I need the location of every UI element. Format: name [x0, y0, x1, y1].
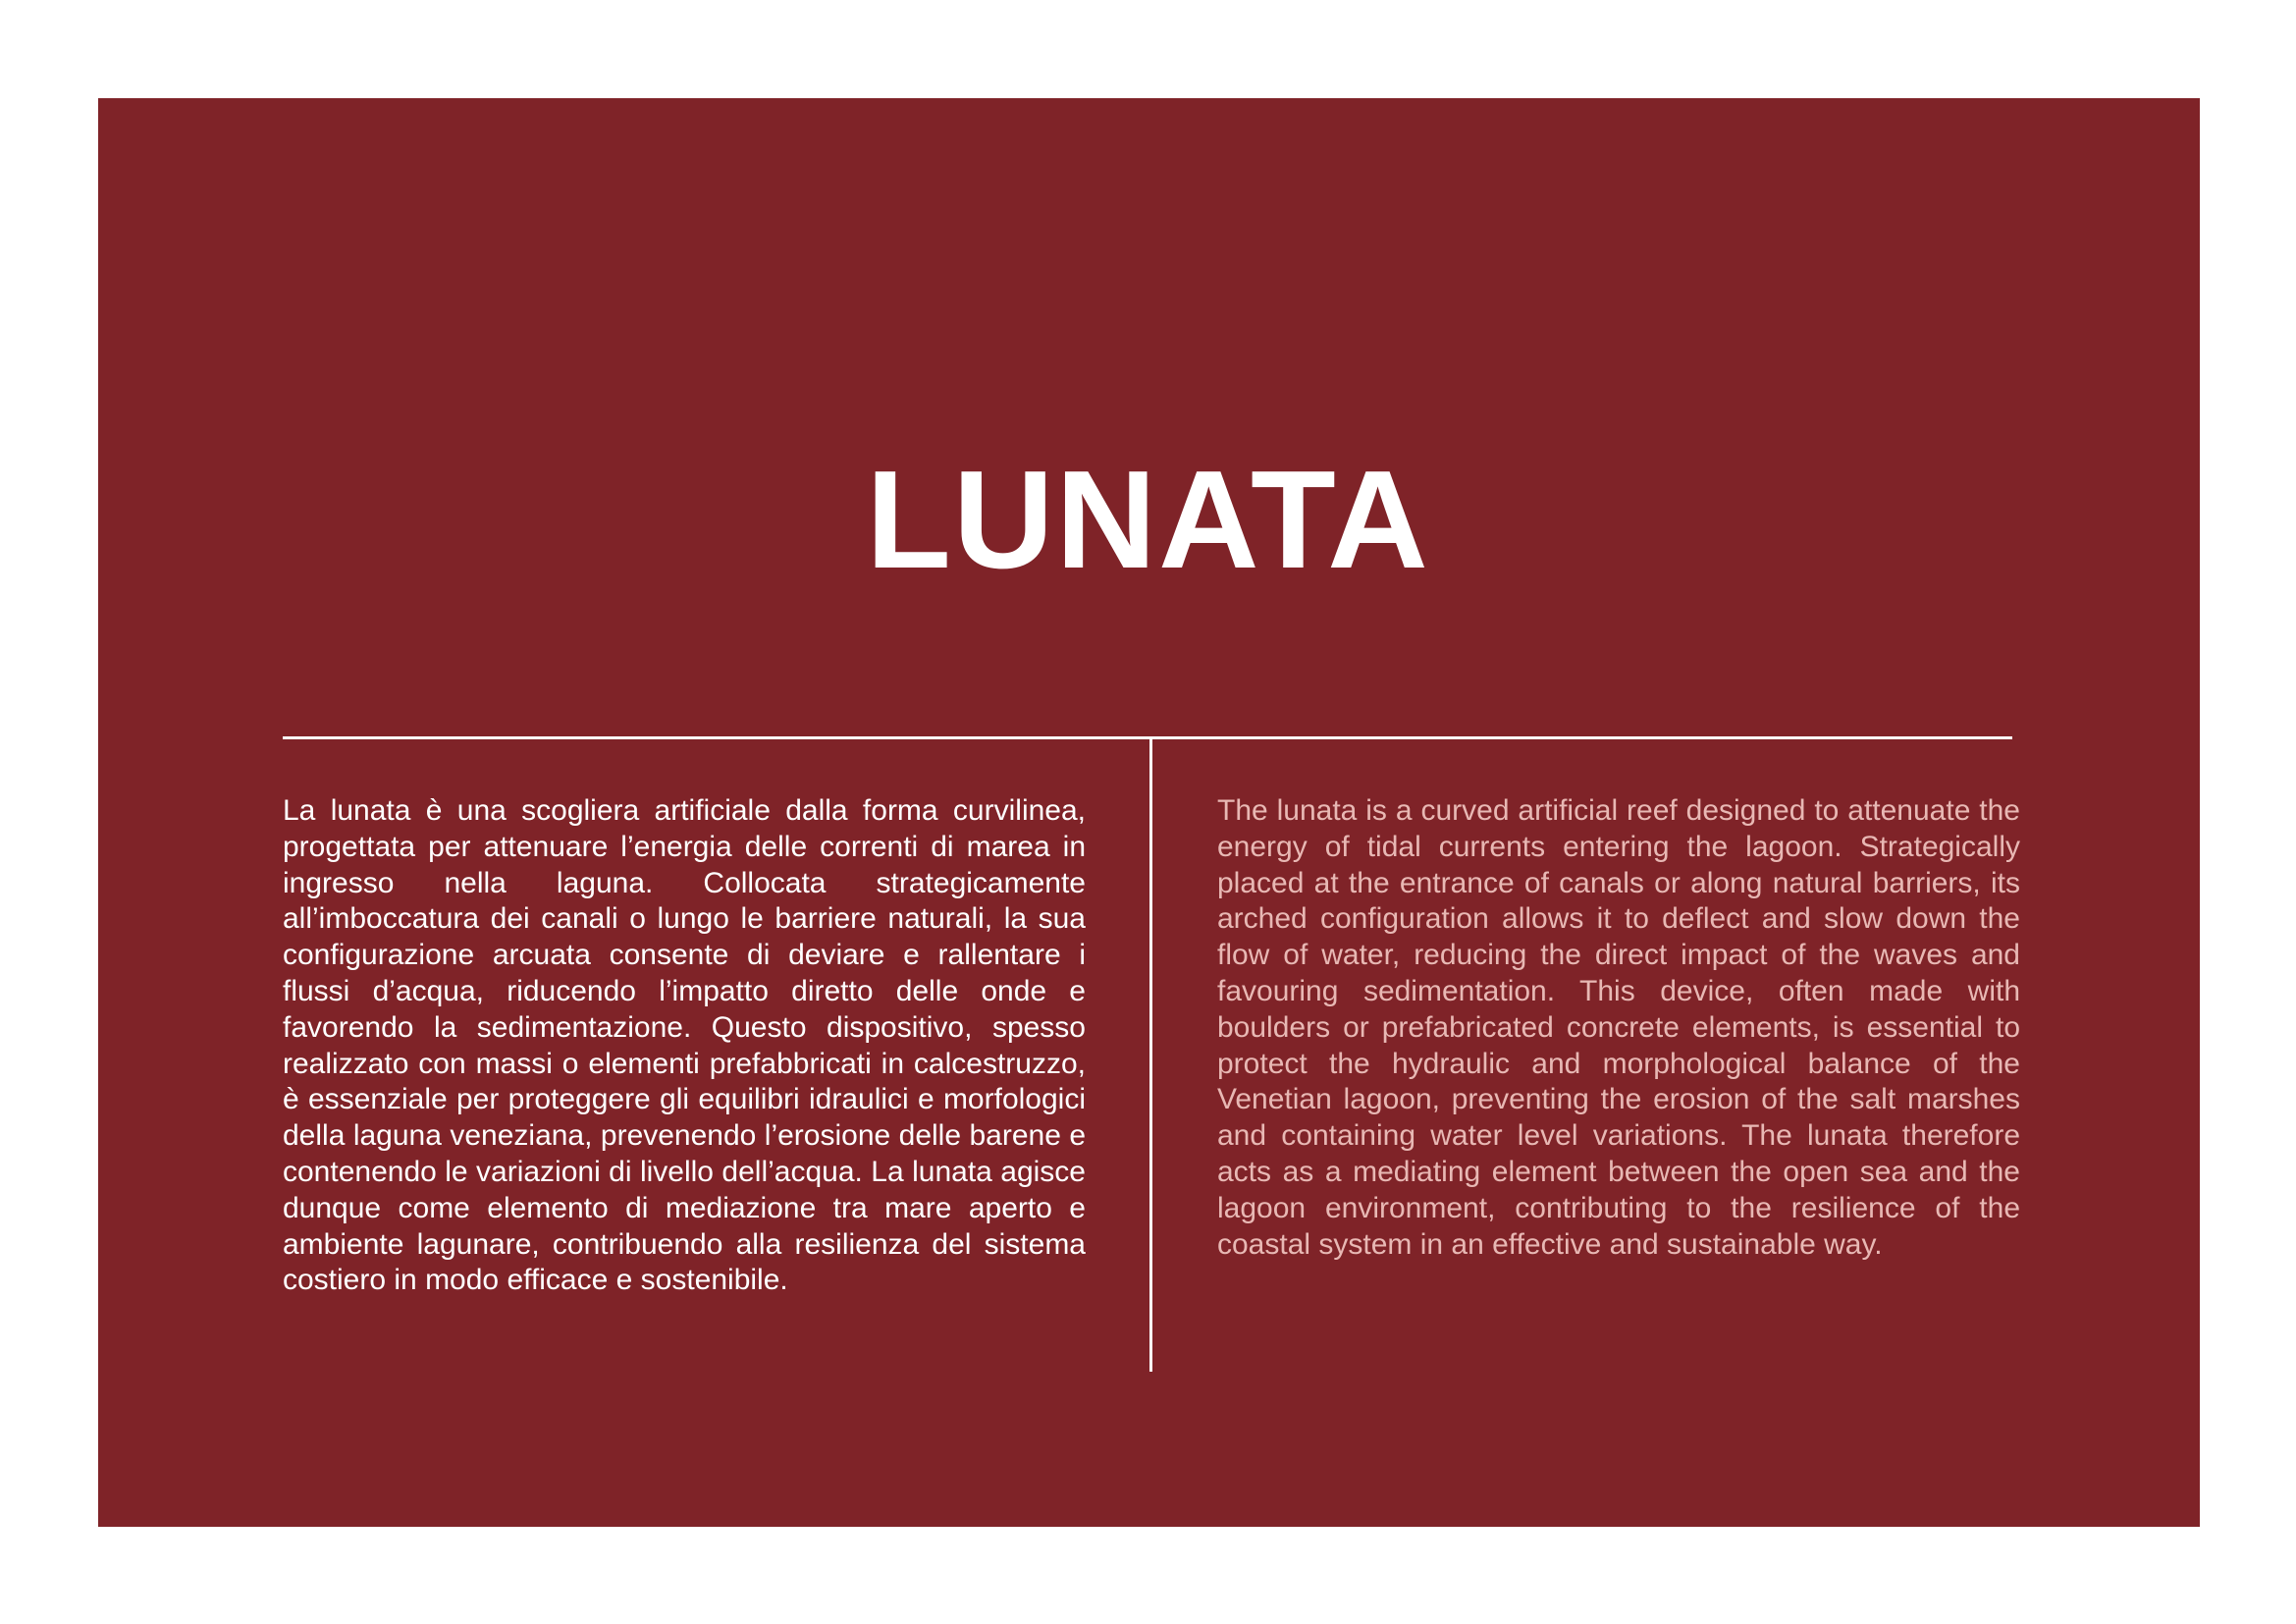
vertical-divider: [1149, 738, 1152, 1372]
page-title: LUNATA: [866, 442, 1430, 598]
horizontal-divider: [283, 736, 2012, 739]
italian-text-column: La lunata è una scogliera artificiale dalla forma curvilinea, progettata per attenuare l’energia delle correnti di marea in ingresso nella laguna. Collocata strategicamente all’imboccatura dei canali o lungo le barriere naturali, la sua configurazione arcuata consente di deviare e rallentare i flussi d’acqua, riducendo l’impatto diretto delle onde e favorendo la sedimentazione. Questo dispositivo, spesso realizzato con massi o elementi prefabbricati in calcestruzzo, è essenziale per proteggere gli equilibri idraulici e morfologici della laguna veneziana, prevenendo l’erosione delle barene e contenendo le variazioni di livello dell’acqua. La lunata agisce dunque come elemento di mediazione tra mare aperto e ambiente lagunare, contribuendo alla resilienza del sistema costiero in modo efficace e sostenibile.: [283, 794, 1086, 1297]
english-text-column: The lunata is a curved artificial reef designed to attenuate the energy of tidal currents entering the lagoon. Strategically placed at the entrance of canals or along natural barriers, its arched configuration allows it to deflect and slow down the flow of water, reducing the direct impact of the waves and favouring sedimentation. This device, often made with boulders or prefabricated concrete elements, is essential to protect the hydraulic and morphological balance of the Venetian lagoon, preventing the erosion of the salt marshes and containing water level variations. The lunata therefore acts as a mediating element between the open sea and the lagoon environment, contributing to the resilience of the coastal system in an effective and sustainable way.: [1217, 794, 2020, 1261]
